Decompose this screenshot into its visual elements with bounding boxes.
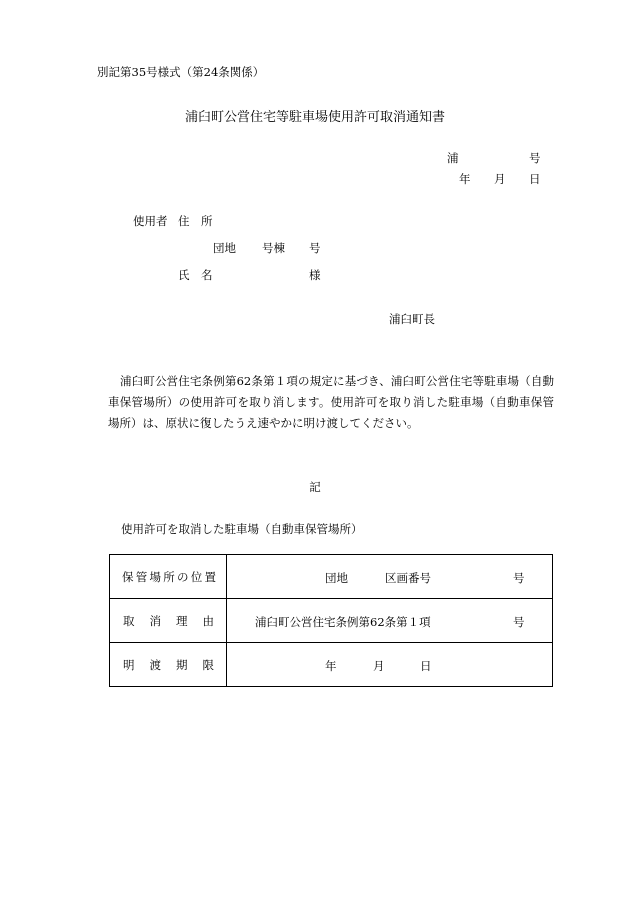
deadline-day: 日 xyxy=(420,659,432,673)
address-label: 住 所 xyxy=(178,214,213,228)
issuer: 浦臼町長 xyxy=(389,312,435,326)
value-location xyxy=(227,555,553,599)
value-reason xyxy=(227,599,553,643)
date-year: 年 xyxy=(459,172,471,186)
reason-text: 浦臼町公営住宅条例第62条第１項 xyxy=(255,615,431,629)
document-title: 浦臼町公営住宅等駐車場使用許可取消通知書 xyxy=(184,110,445,125)
deadline-month: 月 xyxy=(373,659,385,673)
location-gou: 号 xyxy=(513,571,525,585)
honorific: 様 xyxy=(309,268,321,282)
address-danchi: 団地 xyxy=(213,241,236,255)
table-row-deadline xyxy=(110,643,553,687)
address-gotou: 号棟 xyxy=(262,241,285,255)
reason-gou: 号 xyxy=(513,615,525,629)
body-paragraph: 浦臼町公営住宅条例第62条第１項の規定に基づき、浦臼町公営住宅等駐車場（自動車保管場所）の使用許可を取り消します。使用許可を取り消した駐車場（自動車保管場所）は、原状に復したうえ速やかに明け渡してください。 xyxy=(108,374,554,430)
address-gou: 号 xyxy=(309,241,321,255)
location-danchi: 団地 xyxy=(325,571,348,585)
location-block-number: 区画番号 xyxy=(385,571,431,585)
name-label: 氏 名 xyxy=(178,268,213,282)
table-row-reason xyxy=(110,599,553,643)
date-month: 月 xyxy=(494,172,506,186)
parking-info-table xyxy=(109,554,553,687)
doc-number-suffix: 号 xyxy=(529,151,541,165)
doc-number-prefix: 浦 xyxy=(447,151,459,165)
header-reason: 取 消 理 由 xyxy=(110,599,227,643)
deadline-year: 年 xyxy=(325,659,337,673)
user-label: 使用者 xyxy=(133,214,168,228)
date-day: 日 xyxy=(529,172,541,186)
header-deadline: 明 渡 期 限 xyxy=(110,643,227,687)
header-location: 保 管 場 所 の 位 置 xyxy=(110,555,227,599)
table-row-location xyxy=(110,555,553,599)
section-title: 使用許可を取消した駐車場（自動車保管場所） xyxy=(121,522,363,536)
form-reference: 別記第35号様式（第24条関係） xyxy=(97,65,265,79)
value-deadline xyxy=(227,643,553,687)
ki-heading: 記 xyxy=(309,480,321,494)
